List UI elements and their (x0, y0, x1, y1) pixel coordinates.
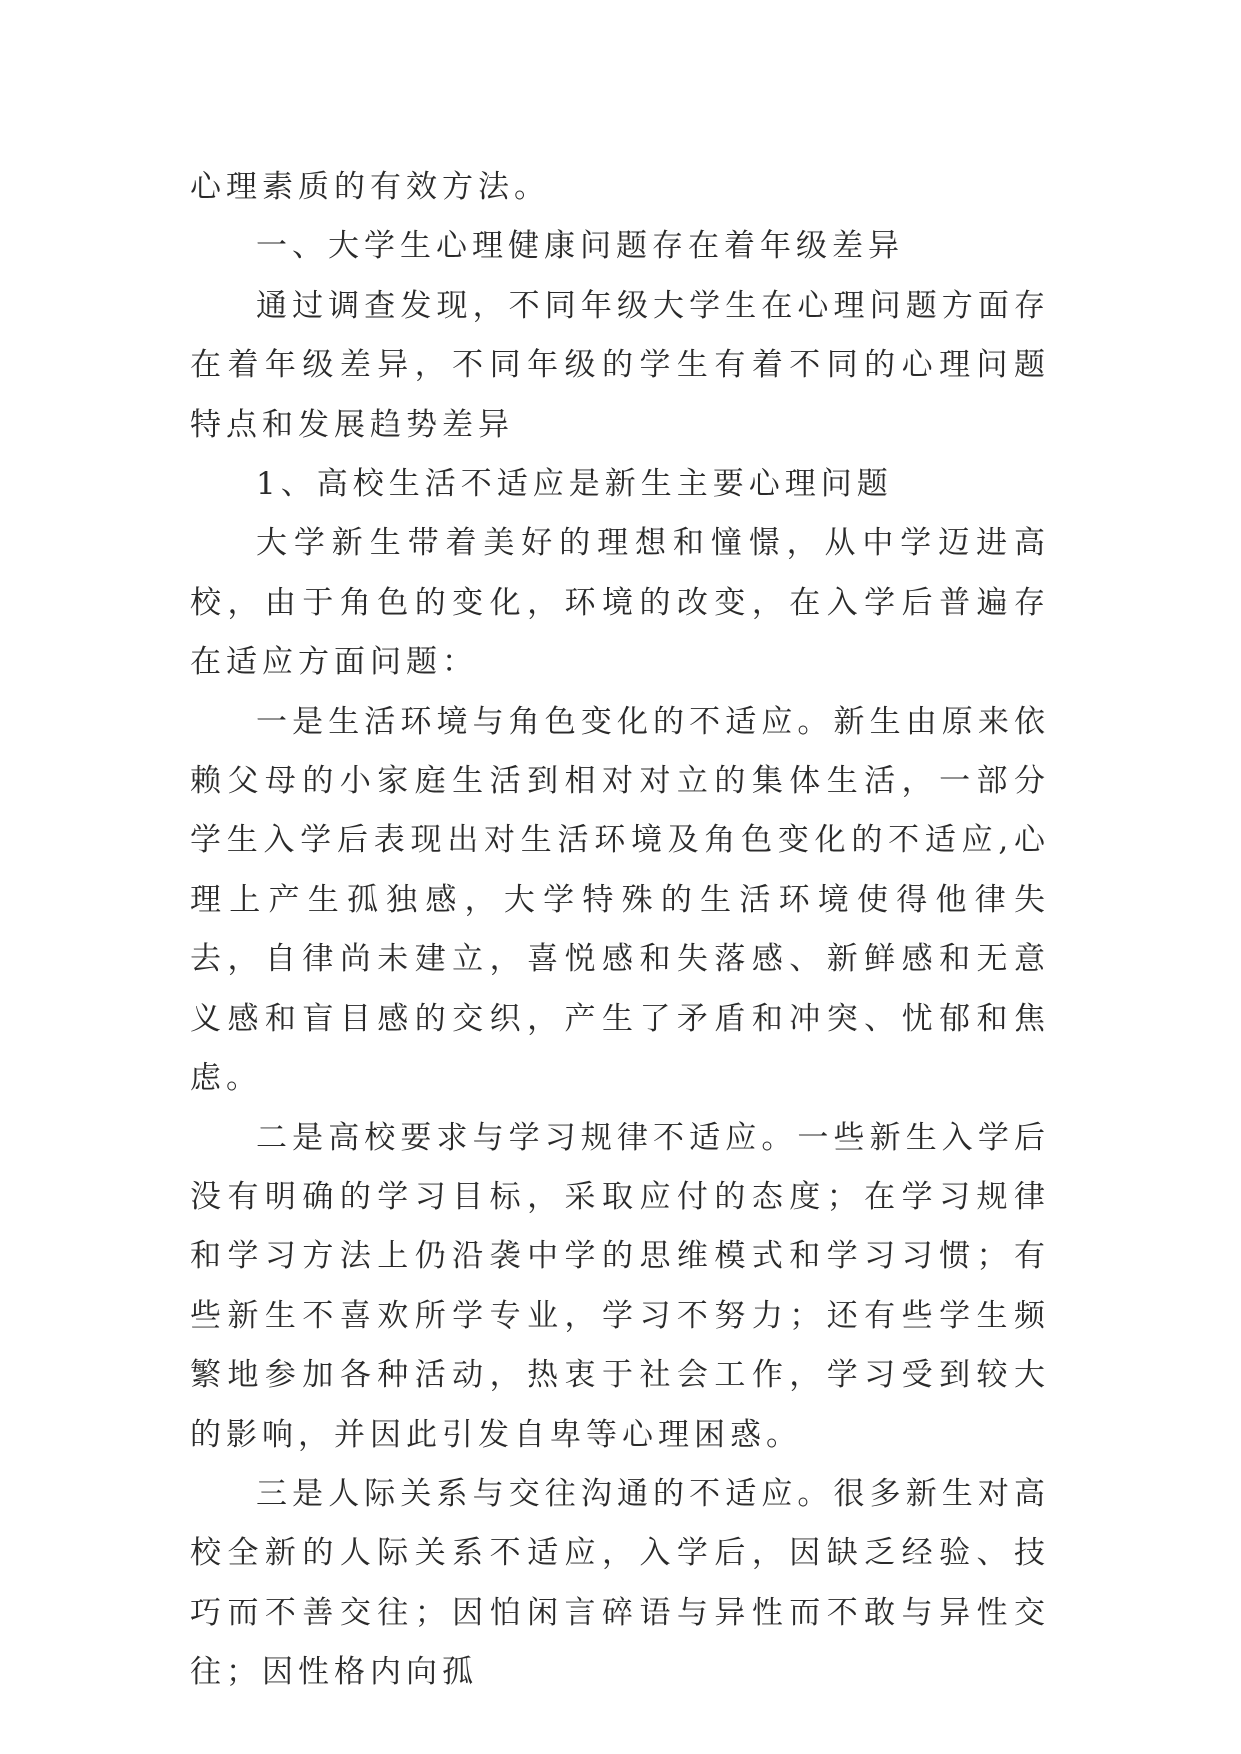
document-body (190, 158, 1050, 1703)
paragraph: 二是高校要求与学习规律不适应。一些新生入学后没有明确的学习目标，采取应付的态度；在学习规律和学习方法上仍沿袭中学的思维模式和学习习惯；有些新生不喜欢所学专业，学习不努力；还有些学生频繁地参加各种活动，热衷于社会工作，学习受到较大的影响，并因此引发自卑等心理困惑。 (190, 1119, 1050, 1453)
paragraph: 通过调查发现，不同年级大学生在心理问题方面存在着年级差异，不同年级的学生有着不同的心理问题特点和发展趋势差异 (190, 287, 1050, 443)
paragraph: 三是人际关系与交往沟通的不适应。很多新生对高校全新的人际关系不适应，入学后，因缺乏经验、技巧而不善交往；因怕闲言碎语与异性而不敢与异性交往；因性格内向孤 (190, 1475, 1050, 1691)
paragraph-continuation: 心理素质的有效方法。 (190, 169, 550, 205)
paragraph: 大学新生带着美好的理想和憧憬，从中学迈进高校，由于角色的变化，环境的改变，在入学后普遍存在适应方面问题： (190, 525, 1050, 681)
subsection-heading: 1、高校生活不适应是新生主要心理问题 (256, 466, 893, 503)
section-heading: 一、大学生心理健康问题存在着年级差异 (256, 228, 904, 265)
paragraph: 一是生活环境与角色变化的不适应。新生由原来依赖父母的小家庭生活到相对对立的集体生活，一部分学生入学后表现出对生活环境及角色变化的不适应,心理上产生孤独感，大学特殊的生活环境使得他律失去，自律尚未建立，喜悦感和失落感、新鲜感和无意义感和盲目感的交织，产生了矛盾和冲突、忧郁和焦虑。 (190, 703, 1050, 1097)
